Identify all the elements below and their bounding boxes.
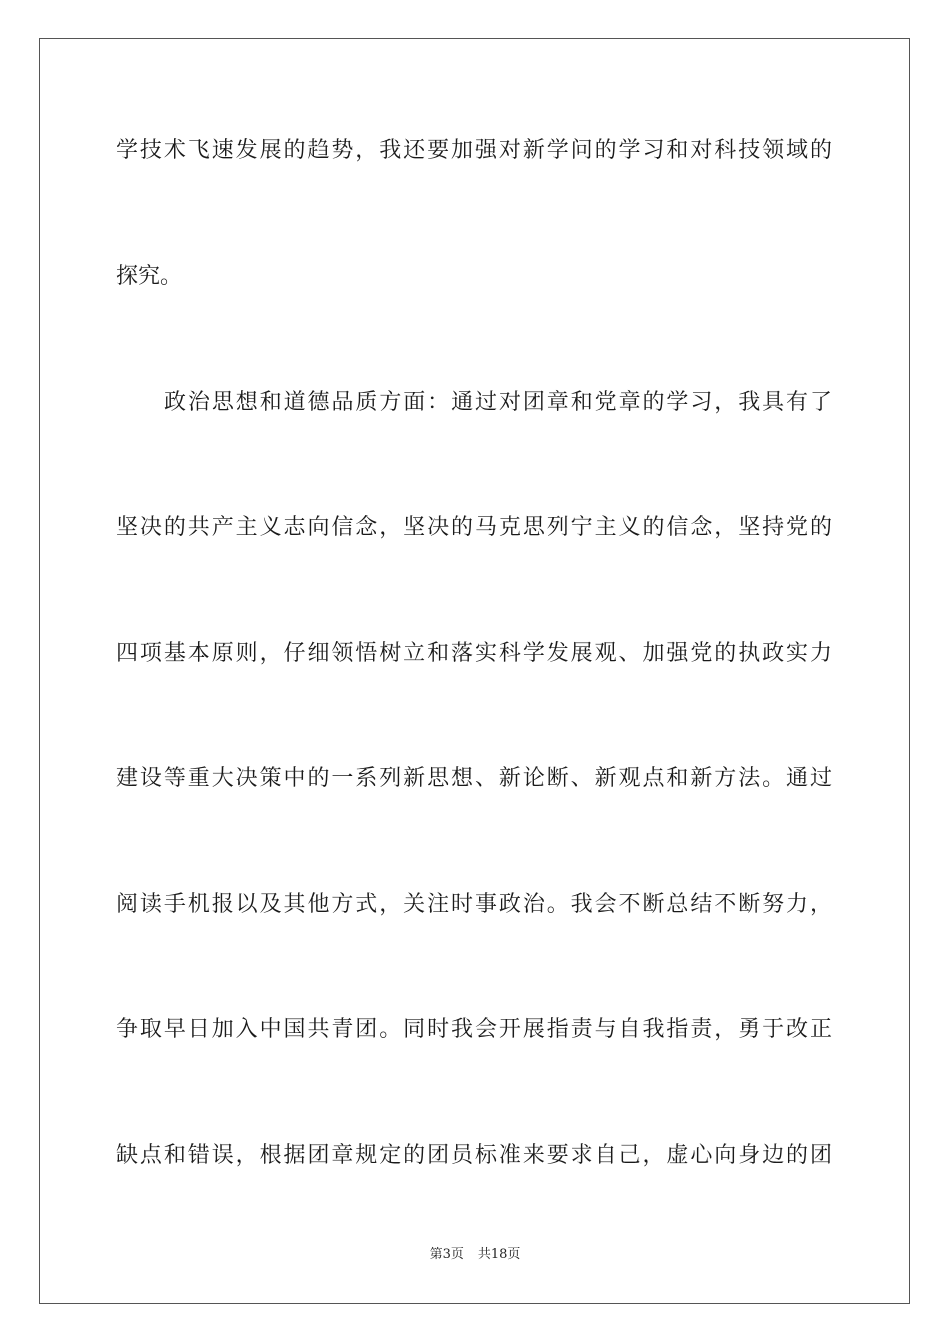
text-line: 四项基本原则，仔细领悟树立和落实科学发展观、加强党的执政实力 (116, 641, 832, 666)
text-line: 学技术飞速发展的趋势，我还要加强对新学问的学习和对科技领域的 (116, 138, 832, 163)
text-line: 阅读手机报以及其他方式，关注时事政治。我会不断总结不断努力， (116, 892, 832, 917)
page-footer (0, 1246, 950, 1264)
text-line: 探究。 (116, 264, 183, 289)
page-total: 共18页 (477, 1247, 521, 1262)
page-border (39, 38, 910, 1304)
text-line: 坚决的共产主义志向信念，坚决的马克思列宁主义的信念，坚持党的 (116, 515, 832, 540)
text-line: 建设等重大决策中的一系列新思想、新论断、新观点和新方法。通过 (116, 766, 832, 791)
text-line: 缺点和错误，根据团章规定的团员标准来要求自己，虚心向身边的团 (116, 1143, 832, 1168)
paragraph-start-line: 政治思想和道德品质方面：通过对团章和党章的学习，我具有了 (164, 390, 832, 415)
page-number: 第3页 (429, 1247, 464, 1262)
text-line: 争取早日加入中国共青团。同时我会开展指责与自我指责，勇于改正 (116, 1017, 832, 1042)
